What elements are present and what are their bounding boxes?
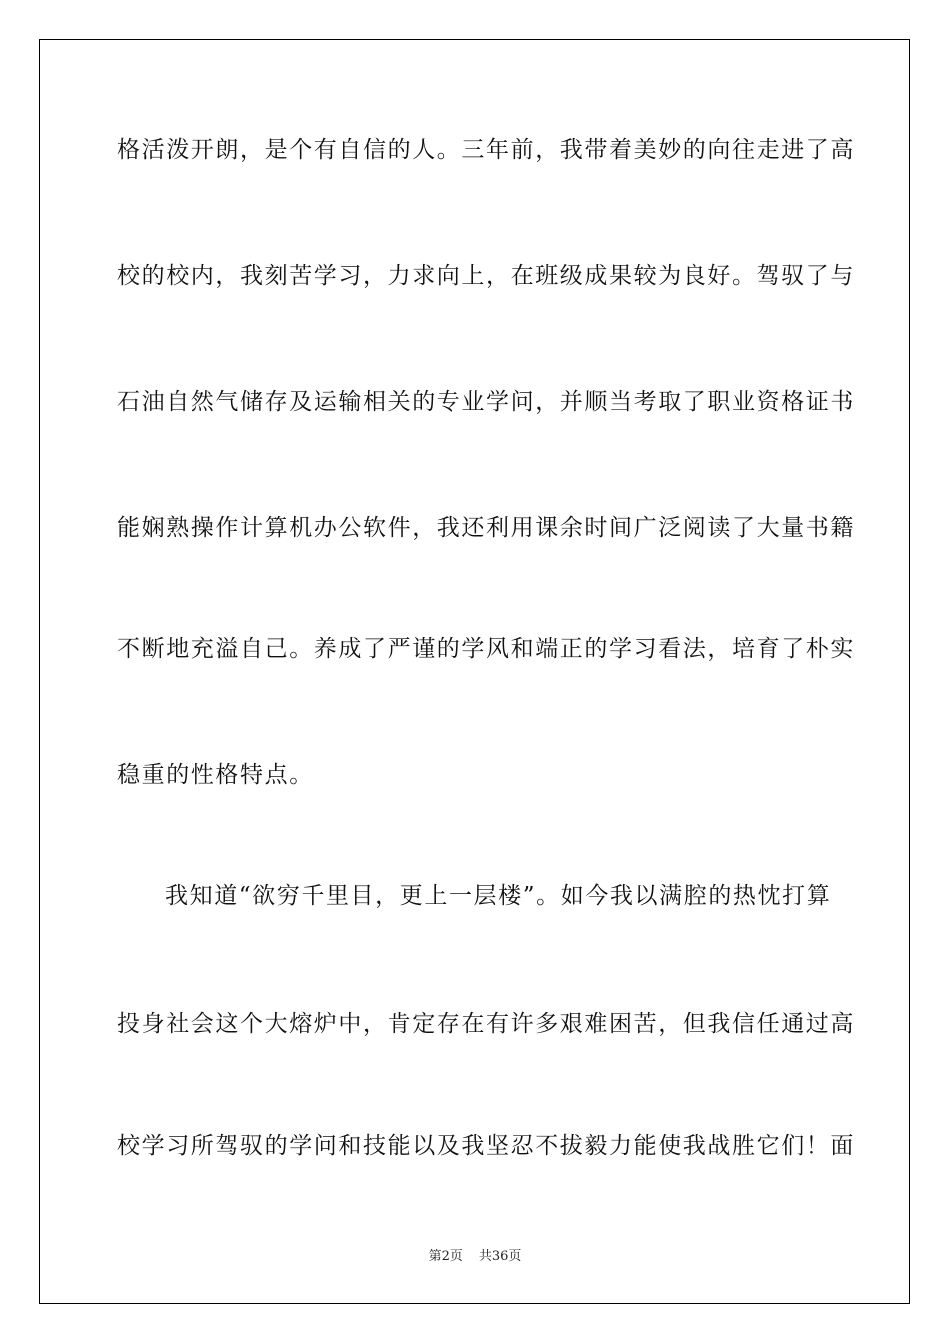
text-line: 投身社会这个大熔炉中，肯定存在有许多艰难困苦，但我信任通过高 xyxy=(117,1011,855,1037)
total-pages: 共36页 xyxy=(478,1249,522,1264)
paragraph-first-line: 我知道“欲穷千里目，更上一层楼”。如今我以满腔的热忱打算 xyxy=(165,883,832,909)
page-border xyxy=(39,39,910,1304)
text-line: 校学习所驾驭的学问和技能以及我坚忍不拔毅力能使我战胜它们！面 xyxy=(117,1133,855,1159)
text-line: 石油自然气储存及运输相关的专业学问，并顺当考取了职业资格证书 xyxy=(117,389,855,415)
page-number: 第2页 xyxy=(428,1249,463,1264)
text-line: 校的校内，我刻苦学习，力求向上，在班级成果较为良好。驾驭了与 xyxy=(117,263,855,289)
text-line: 能娴熟操作计算机办公软件，我还利用课余时间广泛阅读了大量书籍 xyxy=(117,515,855,541)
text-line: 稳重的性格特点。 xyxy=(117,762,314,788)
page-footer xyxy=(0,1248,950,1266)
text-line: 格活泼开朗，是个有自信的人。三年前，我带着美妙的向往走进了高 xyxy=(117,137,855,163)
text-line: 不断地充溢自己。养成了严谨的学风和端正的学习看法，培育了朴实 xyxy=(117,636,855,662)
